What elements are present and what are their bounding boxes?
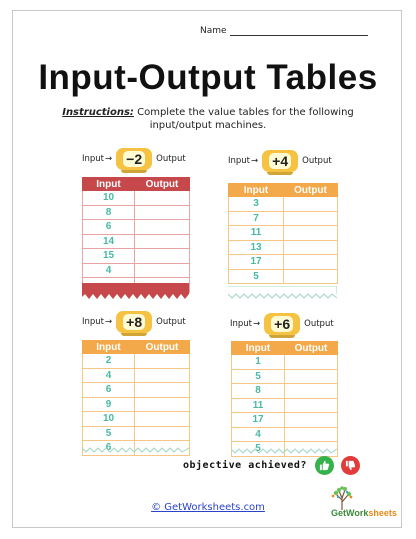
objective-prompt: objective achieved? [183,460,307,471]
thumbs-up-icon [319,460,330,471]
name-underline[interactable] [230,26,368,36]
output-cell[interactable] [285,427,338,442]
input-cell: 5 [83,426,135,441]
table-row [232,355,338,370]
machine-box [262,150,298,172]
input-cell: 5 [232,442,285,457]
input-header: Input [232,342,285,355]
output-cell[interactable] [135,426,190,441]
output-header: Output [135,341,190,354]
table-row [83,354,190,369]
table-row [83,383,190,398]
table-row [232,427,338,442]
table-row [232,369,338,384]
input-cell: 3 [229,197,284,212]
machine-output-label: Output [156,317,186,327]
input-cell: 5 [229,269,284,284]
machine-input-label: Input [228,156,251,166]
output-cell[interactable] [135,234,190,249]
machine-operation: +4 [269,153,291,169]
input-header: Input [83,178,135,191]
machine-box [264,313,300,335]
table-row [229,240,338,255]
input-cell: 17 [229,255,284,270]
output-cell[interactable] [135,220,190,235]
arrow-icon: → [251,156,259,166]
output-cell[interactable] [135,383,190,398]
machine-output-label: Output [156,154,186,164]
table-row [232,413,338,428]
torn-edge-3 [82,444,189,456]
table-row [83,426,190,441]
table-row [83,368,190,383]
machine-input-label: Input [82,317,105,327]
table-row [83,263,190,278]
output-cell[interactable] [135,249,190,264]
instructions-label: Instructions: [62,107,134,118]
logo-accent: sheets [368,508,397,518]
table-row [83,412,190,427]
logo-wordmark [331,508,397,518]
input-cell: 2 [83,354,135,369]
input-cell: 4 [83,263,135,278]
output-cell[interactable] [135,397,190,412]
machine-3 [82,311,186,333]
table-row [229,255,338,270]
machine-output-label: Output [302,156,332,166]
torn-edge-4 [231,445,337,457]
output-cell[interactable] [284,197,338,212]
input-cell: 4 [83,368,135,383]
output-header: Output [285,342,338,355]
output-cell[interactable] [284,240,338,255]
copyright-link[interactable]: © GetWorksheets.com [151,502,265,513]
input-cell: 6 [83,383,135,398]
machine-box [116,148,152,170]
output-cell[interactable] [285,355,338,370]
output-cell[interactable] [285,384,338,399]
output-cell[interactable] [285,369,338,384]
output-cell[interactable] [135,263,190,278]
table-row [83,191,190,206]
input-cell: 14 [83,234,135,249]
value-table-4 [231,341,338,457]
table-row [229,269,338,284]
thumbs-up-button[interactable] [315,456,334,475]
input-cell: 10 [83,191,135,206]
input-header: Input [83,341,135,354]
value-table-3 [82,340,190,456]
input-cell: 8 [83,205,135,220]
name-field[interactable] [200,26,368,36]
input-cell: 7 [229,211,284,226]
input-cell: 8 [232,384,285,399]
input-cell: 9 [83,397,135,412]
output-cell[interactable] [285,413,338,428]
output-header: Output [135,178,190,191]
input-cell: 13 [229,240,284,255]
input-cell: 15 [83,249,135,264]
name-label: Name [200,26,227,36]
output-cell[interactable] [284,211,338,226]
input-cell: 10 [83,412,135,427]
output-cell[interactable] [284,269,338,284]
machine-4 [230,313,334,335]
input-cell: 6 [83,220,135,235]
output-cell[interactable] [285,398,338,413]
output-cell[interactable] [284,255,338,270]
table-row [83,220,190,235]
output-cell[interactable] [284,226,338,241]
page-title: Input-Output Tables [38,58,378,97]
arrow-icon: → [105,154,113,164]
thumbs-down-icon [345,460,356,471]
table-row [83,234,190,249]
table-row [83,205,190,220]
table-row [229,197,338,212]
output-cell[interactable] [135,354,190,369]
machine-2 [228,150,332,172]
output-cell[interactable] [135,191,190,206]
instructions-text: Complete the value tables for the following input/output machines. [137,107,354,131]
instructions [60,106,356,132]
arrow-icon: → [105,317,113,327]
input-header: Input [229,184,284,197]
output-header: Output [284,184,338,197]
output-cell[interactable] [135,412,190,427]
machine-output-label: Output [304,319,334,329]
table-row [83,249,190,264]
input-cell: 11 [229,226,284,241]
torn-edge-1 [82,283,189,299]
machine-1 [82,148,186,170]
table-row [229,226,338,241]
tree-logo-icon [312,484,398,524]
machine-operation: +6 [271,316,293,332]
input-cell: 1 [232,355,285,370]
input-cell: 17 [232,413,285,428]
machine-operation: −2 [123,151,145,167]
value-table-1 [82,177,190,293]
input-cell: 5 [232,369,285,384]
table-row [232,398,338,413]
arrow-icon: → [253,319,261,329]
table-row [83,397,190,412]
input-cell: 6 [83,441,135,456]
output-cell[interactable] [135,205,190,220]
thumbs-down-button[interactable] [341,456,360,475]
machine-operation: +8 [123,314,145,330]
machine-input-label: Input [230,319,253,329]
input-cell: 11 [232,398,285,413]
input-cell: 4 [232,427,285,442]
output-cell[interactable] [135,368,190,383]
table-row [229,211,338,226]
table-row [232,384,338,399]
machine-input-label: Input [82,154,105,164]
machine-box [116,311,152,333]
logo-main: GetWork [331,508,369,518]
value-table-2 [228,183,338,284]
torn-edge-2 [228,286,337,300]
